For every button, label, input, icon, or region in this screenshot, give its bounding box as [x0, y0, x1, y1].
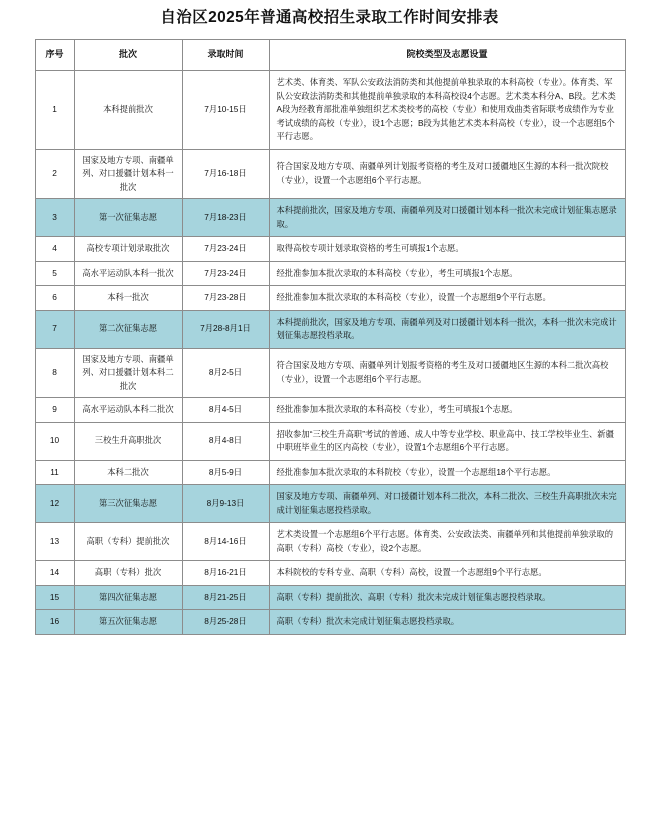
cell-sequence-number: 14 [35, 561, 74, 586]
cell-sequence-number: 13 [35, 523, 74, 561]
cell-sequence-number: 6 [35, 286, 74, 311]
column-header-desc: 院校类型及志愿设置 [269, 40, 625, 71]
table-row [35, 261, 625, 286]
cell-description: 经批准参加本批次录取的本科高校（专业），设置一个志愿组9个平行志愿。 [269, 286, 625, 311]
cell-admission-date: 7月18-23日 [182, 199, 269, 237]
cell-batch-name: 第二次征集志愿 [74, 310, 182, 348]
cell-batch-name: 高校专项计划录取批次 [74, 237, 182, 262]
table-row [35, 286, 625, 311]
page-title: 自治区2025年普通高校招生录取工作时间安排表 [160, 9, 499, 26]
cell-description: 国家及地方专项、南疆单列、对口援疆计划本科二批次，本科二批次、三校生升高职批次未完成计划征集志愿投档录取。 [269, 485, 625, 523]
table-row [35, 149, 625, 199]
cell-admission-date: 7月23-28日 [182, 286, 269, 311]
cell-description: 取得高校专项计划录取资格的考生可填报1个志愿。 [269, 237, 625, 262]
table-row [35, 237, 625, 262]
cell-sequence-number: 2 [35, 149, 74, 199]
cell-admission-date: 8月16-21日 [182, 561, 269, 586]
cell-admission-date: 8月5-9日 [182, 460, 269, 485]
cell-sequence-number: 5 [35, 261, 74, 286]
admission-schedule-table [35, 39, 626, 635]
cell-sequence-number: 9 [35, 398, 74, 423]
table-header [35, 40, 625, 71]
table-row [35, 310, 625, 348]
cell-description: 艺术类设置一个志愿组6个平行志愿。体育类、公安政法类、南疆单列和其他提前单独录取的高职（专科）高校（专业），设2个志愿。 [269, 523, 625, 561]
cell-admission-date: 8月14-16日 [182, 523, 269, 561]
cell-sequence-number: 12 [35, 485, 74, 523]
cell-description: 经批准参加本批次录取的本科高校（专业），考生可填报1个志愿。 [269, 261, 625, 286]
cell-batch-name: 第三次征集志愿 [74, 485, 182, 523]
cell-sequence-number: 15 [35, 585, 74, 610]
cell-admission-date: 8月4-8日 [182, 422, 269, 460]
table-row [35, 485, 625, 523]
cell-admission-date: 8月4-5日 [182, 398, 269, 423]
cell-admission-date: 8月25-28日 [182, 610, 269, 635]
cell-sequence-number: 16 [35, 610, 74, 635]
cell-admission-date: 7月28-8月1日 [182, 310, 269, 348]
cell-admission-date: 8月21-25日 [182, 585, 269, 610]
cell-sequence-number: 11 [35, 460, 74, 485]
cell-description: 本科提前批次，国家及地方专项、南疆单列及对口援疆计划本科一批次，本科一批次未完成计划征集志愿投档录取。 [269, 310, 625, 348]
cell-admission-date: 7月10-15日 [182, 71, 269, 150]
cell-batch-name: 本科提前批次 [74, 71, 182, 150]
table-header-row [35, 40, 625, 71]
table-row [35, 610, 625, 635]
cell-sequence-number: 10 [35, 422, 74, 460]
cell-batch-name: 第一次征集志愿 [74, 199, 182, 237]
cell-batch-name: 国家及地方专项、南疆单列、对口援疆计划本科二批次 [74, 348, 182, 398]
cell-description: 招收参加“三校生升高职”考试的普通、成人中等专业学校、职业高中、技工学校毕业生、新疆中职班毕业生的区内高校（专业），设置1个志愿组6个平行志愿。 [269, 422, 625, 460]
cell-description: 经批准参加本批次录取的本科高校（专业），考生可填报1个志愿。 [269, 398, 625, 423]
table-row [35, 460, 625, 485]
cell-admission-date: 8月9-13日 [182, 485, 269, 523]
table-row [35, 523, 625, 561]
column-header-date: 录取时间 [182, 40, 269, 71]
table-row [35, 585, 625, 610]
cell-admission-date: 7月23-24日 [182, 261, 269, 286]
table-row [35, 398, 625, 423]
cell-description: 符合国家及地方专项、南疆单列计划报考资格的考生及对口援疆地区生源的本科一批次院校（专业），设置一个志愿组6个平行志愿。 [269, 149, 625, 199]
cell-batch-name: 第四次征集志愿 [74, 585, 182, 610]
table-row [35, 348, 625, 398]
cell-batch-name: 国家及地方专项、南疆单列、对口援疆计划本科一批次 [74, 149, 182, 199]
cell-sequence-number: 1 [35, 71, 74, 150]
table-row [35, 561, 625, 586]
cell-batch-name: 本科一批次 [74, 286, 182, 311]
column-header-batch: 批次 [74, 40, 182, 71]
table-row [35, 71, 625, 150]
cell-batch-name: 高职（专科）批次 [74, 561, 182, 586]
cell-description: 经批准参加本批次录取的本科院校（专业），设置一个志愿组18个平行志愿。 [269, 460, 625, 485]
cell-sequence-number: 4 [35, 237, 74, 262]
cell-batch-name: 高水平运动队本科二批次 [74, 398, 182, 423]
table-row [35, 199, 625, 237]
cell-sequence-number: 8 [35, 348, 74, 398]
table-body [35, 71, 625, 635]
cell-description: 高职（专科）提前批次、高职（专科）批次未完成计划征集志愿投档录取。 [269, 585, 625, 610]
cell-description: 本科提前批次，国家及地方专项、南疆单列及对口援疆计划本科一批次未完成计划征集志愿录取。 [269, 199, 625, 237]
cell-batch-name: 第五次征集志愿 [74, 610, 182, 635]
cell-batch-name: 高水平运动队本科一批次 [74, 261, 182, 286]
cell-batch-name: 本科二批次 [74, 460, 182, 485]
cell-description: 符合国家及地方专项、南疆单列计划报考资格的考生及对口援疆地区生源的本科二批次高校（专业），设置一个志愿组6个平行志愿。 [269, 348, 625, 398]
cell-batch-name: 三校生升高职批次 [74, 422, 182, 460]
cell-sequence-number: 7 [35, 310, 74, 348]
cell-admission-date: 7月23-24日 [182, 237, 269, 262]
cell-admission-date: 8月2-5日 [182, 348, 269, 398]
cell-description: 艺术类、体育类、军队公安政法消防类和其他提前单独录取的本科高校（专业）。体育类、军队公安政法消防类和其他提前单独录取的本科高校设4个志愿。艺术类本科分A、B段。艺术类A段为经教育部批准单独组织艺术类校考的高校（专业）和使用戏曲类省际联考成绩作为专业考试成绩的高校（专业），设1个志愿；B段为其他艺术类本科高校（专业），设一个志愿组5个平行志愿。 [269, 71, 625, 150]
cell-description: 高职（专科）批次未完成计划征集志愿投档录取。 [269, 610, 625, 635]
schedule-table-container [35, 39, 625, 635]
cell-admission-date: 7月16-18日 [182, 149, 269, 199]
cell-description: 本科院校的专科专业、高职（专科）高校，设置一个志愿组9个平行志愿。 [269, 561, 625, 586]
column-header-no: 序号 [35, 40, 74, 71]
cell-batch-name: 高职（专科）提前批次 [74, 523, 182, 561]
cell-sequence-number: 3 [35, 199, 74, 237]
table-row [35, 422, 625, 460]
